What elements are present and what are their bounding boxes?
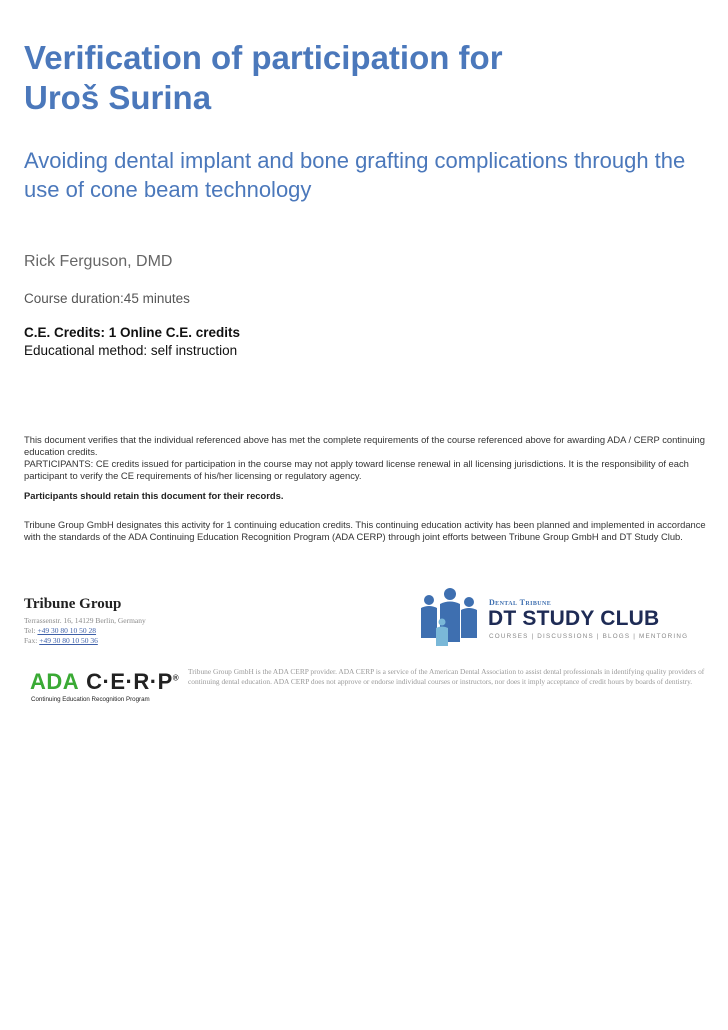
ada-cerp-logo [30, 669, 179, 703]
title-line-1: Verification of participation for [24, 39, 503, 76]
ada-cerp-wordmark [30, 669, 179, 695]
course-duration: Course duration:45 minutes [24, 291, 190, 306]
tribune-address: Terrassenstr. 16, 14129 Berlin, Germany [24, 616, 146, 625]
dental-tribune-brand: Dental Tribune [489, 598, 552, 607]
fax-label: Fax: [24, 636, 38, 645]
ada-cerp-disclaimer: Tribune Group GmbH is the ADA CERP provider. ADA CERP is a service of the American Dental Association to assist dental professionals in identifying quality providers of continuing dental education. ADA CERP does not approve or endorse individual courses or instructors, nor does it imply acceptance of credit hours by boards of dentistry. [188, 667, 705, 686]
fax-number[interactable]: +49 30 80 10 50 36 [39, 636, 98, 645]
cerp-text: C·E·R·P [86, 669, 173, 694]
dt-study-club-tagline: COURSES | DISCUSSIONS | BLOGS | MENTORING [489, 633, 689, 640]
ada-text: ADA [30, 669, 80, 694]
ada-cerp-subtitle: Continuing Education Recognition Program [31, 696, 150, 703]
verification-statement [24, 434, 706, 482]
tribune-group-name: Tribune Group [24, 596, 122, 612]
certificate-title [24, 38, 684, 118]
participants-text: PARTICIPANTS: CE credits issued for participation in the course may not apply toward license renewal in all licensing jurisdictions. It is the responsibility of each participant to verify the CE requirements of his/her licensing or regulatory agency. [24, 458, 689, 481]
course-title: Avoiding dental implant and bone grafting complications through the use of cone beam technology [24, 148, 686, 202]
dt-study-club-people-icon [416, 586, 482, 648]
tel-number[interactable]: +49 30 80 10 50 28 [37, 626, 97, 635]
retain-notice: Participants should retain this document for their records. [24, 490, 284, 501]
tribune-tel [24, 626, 96, 635]
tribune-fax [24, 636, 98, 645]
educational-method: Educational method: self instruction [24, 343, 238, 358]
presenter: Rick Ferguson, DMD [24, 253, 173, 270]
tel-label: Tel: [24, 626, 36, 635]
participant-name: Uroš Surina [24, 79, 212, 116]
ce-credits: C.E. Credits: 1 Online C.E. credits [24, 325, 241, 340]
verification-text: This document verifies that the individual referenced above has met the complete requirements of the course referenced above for awarding ADA / CERP continuing education credits. [24, 434, 705, 457]
designation-statement: Tribune Group GmbH designates this activity for 1 continuing education credits. This continuing education activity has been planned and implemented in accordance with the standards of the ADA Continuing Education Recognition Program (ADA CERP) through joint efforts between Tribune Group GmbH and DT Study Club. [24, 519, 706, 542]
registered-mark: ® [172, 673, 180, 683]
dt-study-club-name: DT STUDY CLUB [488, 607, 660, 630]
